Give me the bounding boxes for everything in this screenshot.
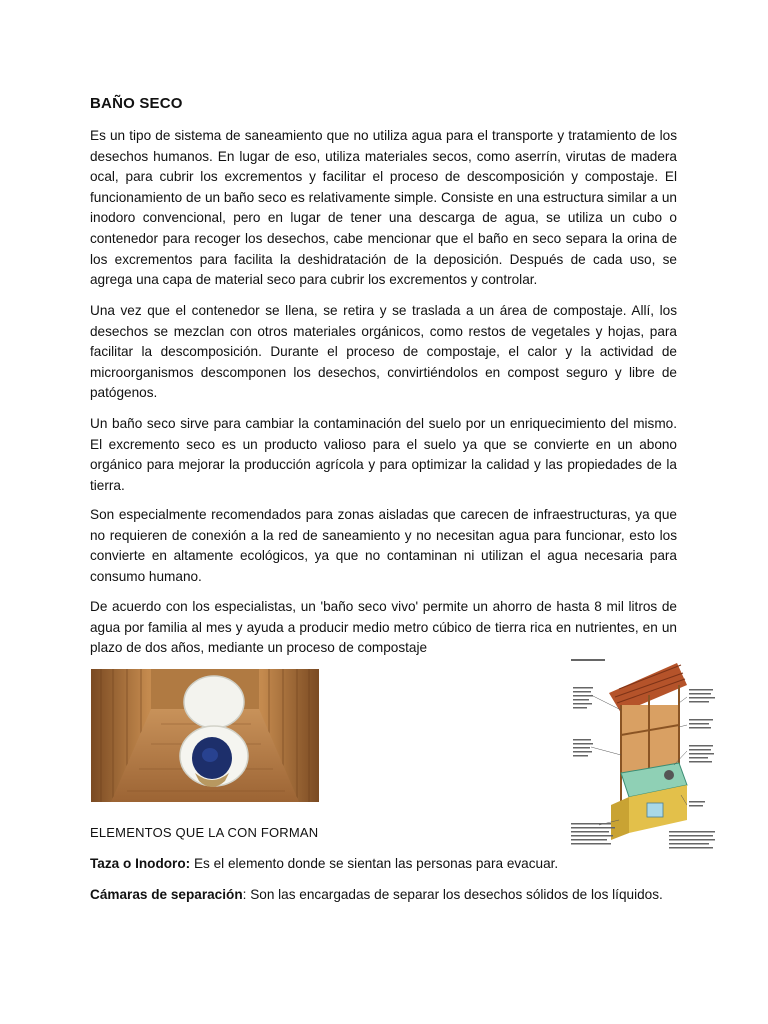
definition-taza	[90, 854, 558, 874]
dry-toilet-photo	[91, 669, 319, 802]
definition-term: Cámaras de separación	[90, 887, 243, 902]
paragraph-5: De acuerdo con los especialistas, un 'baño seco vivo' permite un ahorro de hasta 8 mil litros de agua por familia al mes y ayuda a producir medio metro cúbico de tierra rica en nutrientes, en un plazo de dos años, mediante un proceso de compostaje	[90, 599, 677, 656]
paragraph-4: Son especialmente recomendados para zonas aisladas que carecen de infraestructuras, ya que no requieren de conexión a la red de saneamiento y no necesitan agua para funcionar, esto los convierte en altamente ecológicos, ya que no contaminan ni utilizan el agua necesaria para consumo humano.	[90, 507, 677, 584]
definition-camaras	[90, 885, 663, 905]
paragraph-3: Un baño seco sirve para cambiar la contaminación del suelo por un enriquecimiento del mismo. El excremento seco es un producto valioso para el suelo ya que se convierte en un abono orgánico para mejorar la producción agrícola y para optimizar la calidad y las propiedades de la tierra.	[90, 416, 677, 493]
document-title: BAÑO SECO	[90, 95, 183, 112]
definition-term: Taza o Inodoro:	[90, 856, 191, 871]
dry-toilet-diagram	[569, 655, 719, 855]
definition-text: : Son las encargadas de separar los desechos sólidos de los líquidos.	[242, 887, 663, 902]
paragraph-2: Una vez que el contenedor se llena, se retira y se traslada a un área de compostaje. Allí, los desechos se mezclan con otros materiales orgánicos, como restos de vegetales y hojas, para facilitar la descomposición. Durante el proceso de compostaje, el calor y la actividad de microorganismos descomponen los desechos, convirtiéndolos en compost seguro y libre de patógenos.	[90, 303, 677, 401]
paragraph-1: Es un tipo de sistema de saneamiento que no utiliza agua para el transporte y tratamiento de los desechos humanos. En lugar de eso, utiliza materiales secos, como aserrín, virutas de madera ocal, para cubrir los excrementos y facilitar el proceso de descomposición y compostaje. El funcionamiento de un baño seco es relativamente simple. Consiste en una estructura similar a un inodoro convencional, pero en lugar de tener una descarga de agua, se utiliza un cubo o contenedor para recoger los desechos, cabe mencionar que el baño en seco separa la orina de los excrementos para facilita la deshidratación de la deposición. Después de cada uso, se agrega una capa de material seco para cubrir los excrementos y controlar.	[90, 128, 677, 288]
definition-text: Es el elemento donde se sientan las personas para evacuar.	[190, 856, 559, 871]
section-heading: ELEMENTOS QUE LA CON FORMAN	[90, 825, 319, 840]
